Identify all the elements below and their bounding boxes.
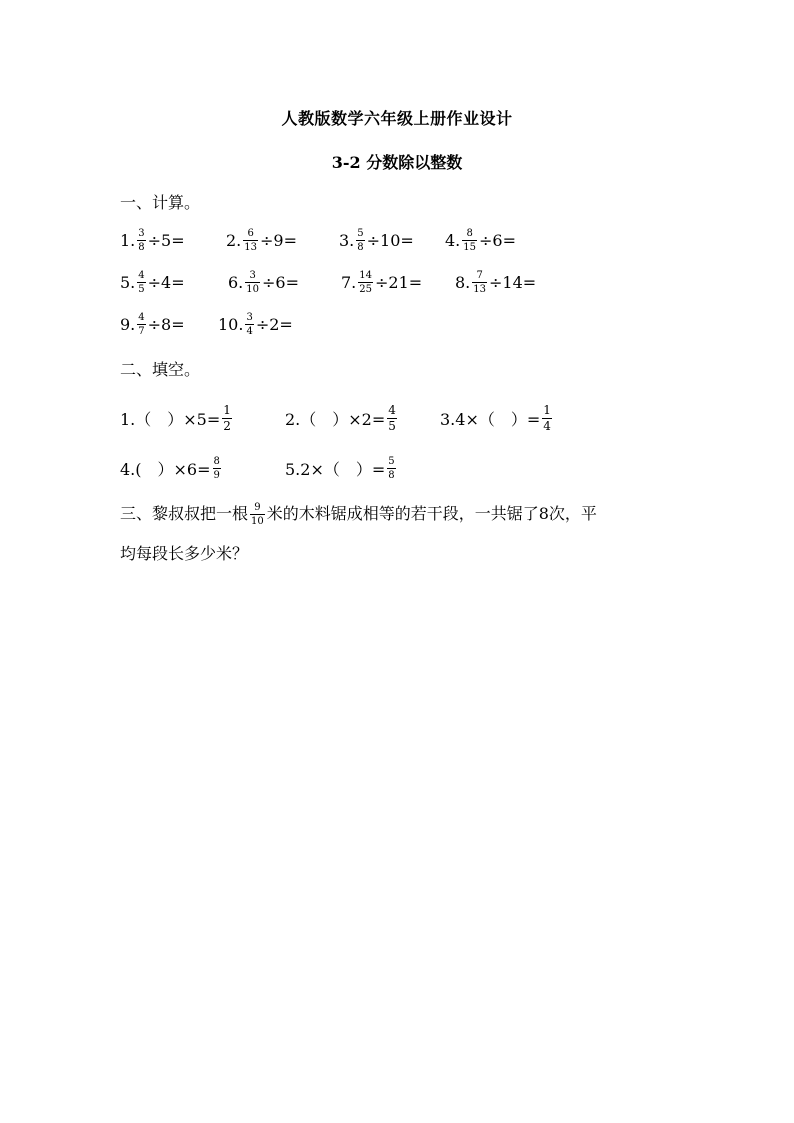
- denominator: 25: [359, 283, 372, 295]
- item-number: 2.: [226, 230, 242, 250]
- numerator: 4: [138, 269, 145, 281]
- word-problem-line-2: [120, 534, 690, 574]
- fraction: [462, 228, 477, 253]
- numerator: 9: [254, 501, 261, 513]
- calc-item-10: [218, 302, 293, 346]
- fill-item-3: [440, 396, 554, 440]
- denominator: 5: [138, 283, 145, 295]
- item-number: 3.: [339, 230, 355, 250]
- fraction: [542, 404, 552, 433]
- fill-item-2: [285, 396, 399, 440]
- numerator: 3: [249, 269, 256, 281]
- denominator: 9: [213, 469, 220, 481]
- calc-item-1: [120, 218, 185, 262]
- expression-rest: ÷10=: [366, 230, 414, 250]
- word-problem: [120, 494, 690, 574]
- denominator: 4: [543, 418, 551, 433]
- calc-item-4: [445, 218, 516, 262]
- fraction: [243, 228, 258, 253]
- item-number: 6.: [228, 272, 244, 292]
- expression-rest: ÷21=: [375, 272, 423, 292]
- expression-rest: ÷5=: [147, 230, 185, 250]
- problem-text-pre: 三、黎叔叔把一根: [120, 504, 249, 523]
- fill-item-1: [120, 396, 234, 440]
- denominator: 8: [388, 469, 395, 481]
- numerator: 1: [223, 402, 231, 417]
- item-number: 7.: [341, 272, 357, 292]
- expression: 1.（ ）×5=: [120, 409, 221, 429]
- fraction: [222, 404, 232, 433]
- fraction: [356, 228, 364, 253]
- numerator: 5: [357, 227, 364, 239]
- item-number: 9.: [120, 314, 136, 334]
- problem-text-line-2: 均每段长多少米？: [120, 544, 249, 563]
- numerator: 4: [388, 402, 396, 417]
- numerator: 3: [246, 311, 253, 323]
- item-number: 8.: [455, 272, 471, 292]
- denominator: 7: [138, 325, 145, 337]
- item-number: 4.: [445, 230, 461, 250]
- calc-item-7: [341, 260, 422, 304]
- numerator: 14: [359, 269, 372, 281]
- fraction: [245, 270, 260, 295]
- denominator: 13: [244, 241, 257, 253]
- fraction: [245, 312, 253, 337]
- expression: 3.4×（ ）=: [440, 409, 541, 429]
- expression-rest: ÷2=: [255, 314, 293, 334]
- word-problem-line-1: [120, 494, 690, 534]
- expression-rest: ÷6=: [479, 230, 516, 250]
- fill-item-4: [120, 446, 223, 490]
- numerator: 6: [247, 227, 254, 239]
- denominator: 4: [246, 325, 253, 337]
- expression: 5.2×（ ）=: [285, 459, 386, 479]
- expression: 4.( ）×6=: [120, 459, 211, 479]
- calc-item-9: [120, 302, 185, 346]
- fraction: [137, 228, 145, 253]
- item-number: 1.: [120, 230, 136, 250]
- calc-item-2: [226, 218, 297, 262]
- calc-item-8: [455, 260, 536, 304]
- item-number: 5.: [120, 272, 136, 292]
- expression: 2.（ ）×2=: [285, 409, 386, 429]
- expression-rest: ÷9=: [260, 230, 297, 250]
- page-subtitle: 3-2 分数除以整数: [331, 153, 463, 172]
- denominator: 2: [223, 418, 231, 433]
- fraction: [250, 502, 265, 527]
- fraction: [358, 270, 373, 295]
- expression-rest: ÷14=: [489, 272, 537, 292]
- page-title: 人教版数学六年级上册作业设计: [281, 109, 513, 128]
- denominator: 10: [246, 283, 259, 295]
- numerator: 8: [466, 227, 473, 239]
- calc-item-6: [228, 260, 299, 304]
- fraction: [387, 404, 397, 433]
- section-2-heading: 二、填空。: [120, 360, 201, 379]
- denominator: 10: [251, 515, 264, 527]
- numerator: 4: [138, 311, 145, 323]
- numerator: 3: [138, 227, 145, 239]
- fraction: [213, 456, 221, 481]
- fraction: [137, 312, 145, 337]
- denominator: 5: [388, 418, 396, 433]
- section-1-heading: 一、计算。: [120, 193, 201, 212]
- numerator: 1: [543, 402, 551, 417]
- calc-item-3: [339, 218, 414, 262]
- denominator: 13: [473, 283, 486, 295]
- expression-rest: ÷8=: [147, 314, 185, 334]
- denominator: 15: [463, 241, 476, 253]
- fraction: [387, 456, 395, 481]
- numerator: 7: [476, 269, 483, 281]
- fill-item-5: [285, 446, 398, 490]
- fraction: [472, 270, 487, 295]
- fraction: [137, 270, 145, 295]
- problem-text-post: 米的木料锯成相等的若干段，一共锯了8次，平: [266, 504, 597, 523]
- numerator: 5: [388, 455, 395, 467]
- item-number: 10.: [218, 314, 244, 334]
- expression-rest: ÷6=: [262, 272, 299, 292]
- expression-rest: ÷4=: [147, 272, 185, 292]
- calc-item-5: [120, 260, 185, 304]
- denominator: 8: [357, 241, 364, 253]
- numerator: 8: [213, 455, 220, 467]
- denominator: 8: [138, 241, 145, 253]
